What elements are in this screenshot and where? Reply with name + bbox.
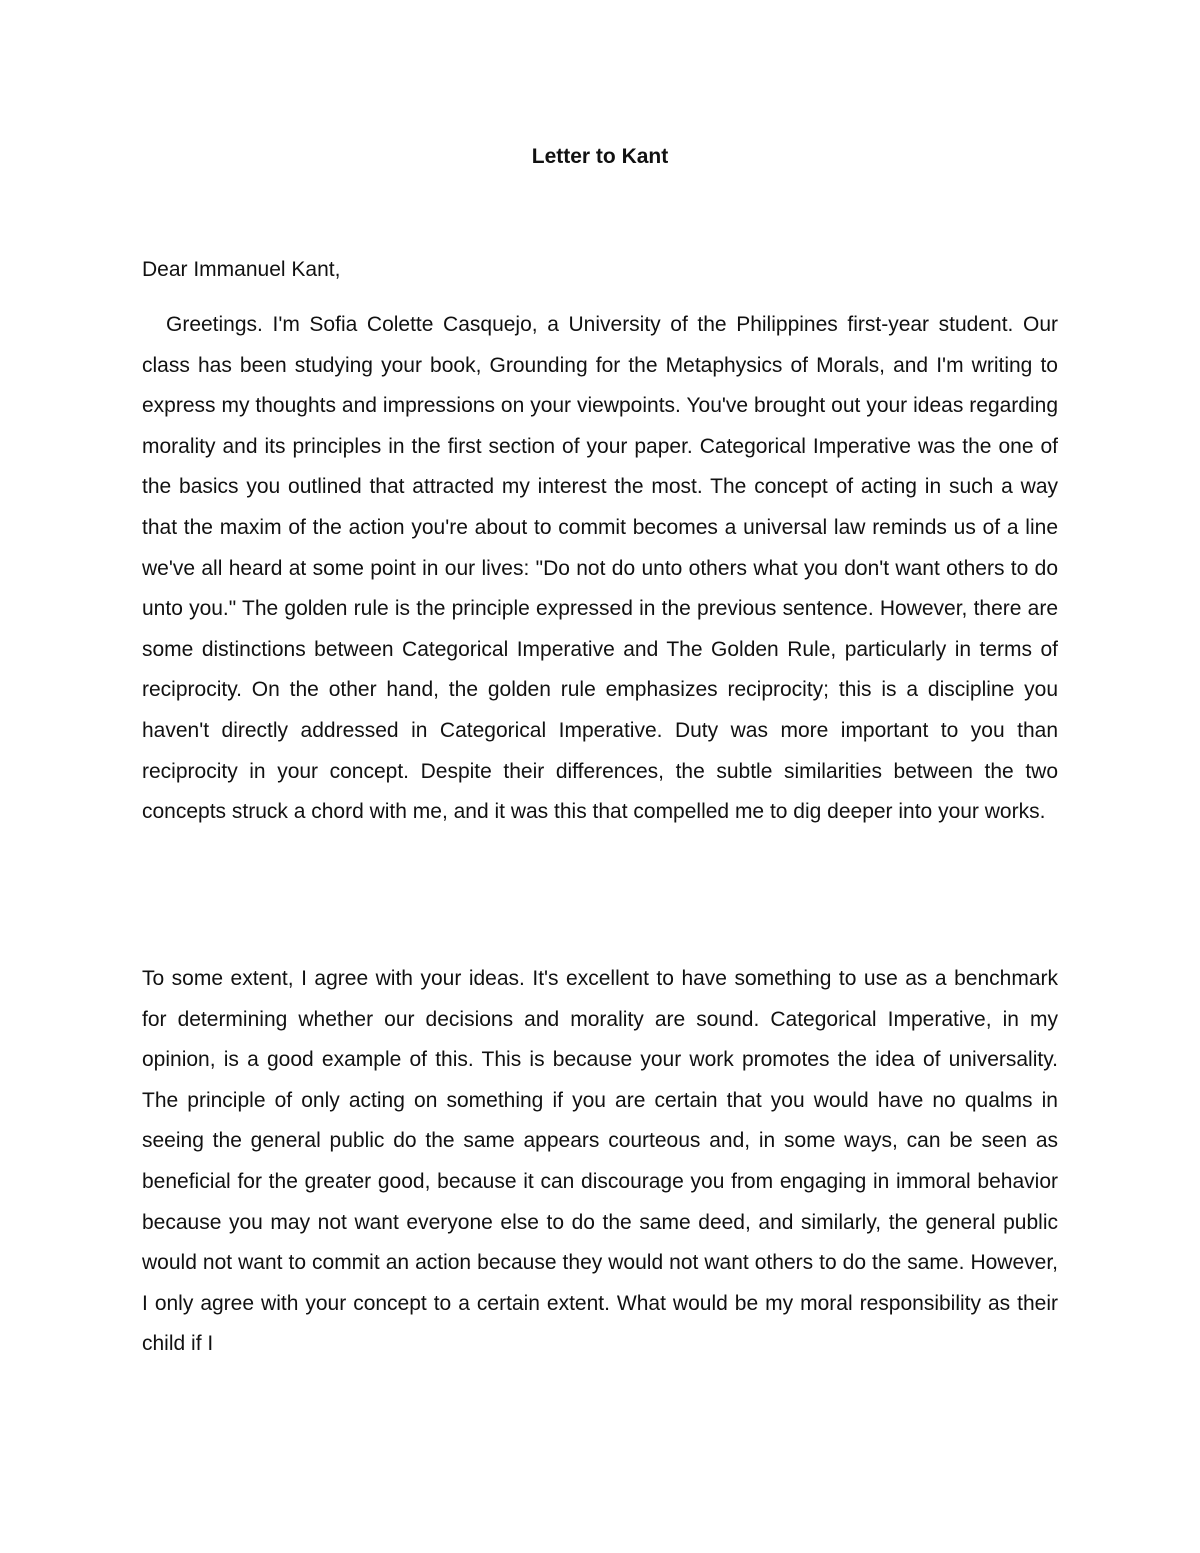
letter-title: Letter to Kant	[531, 145, 669, 168]
body-paragraph-2: To some extent, I agree with your ideas. It's excellent to have something to use as a benchmark for determining whether our decisions and morality are sound. Categorical Imperative, in my opinion, is a good example of this. This is because your work promotes the idea of universality. The principle of only acting on something if you are certain that you would have no qualms in seeing the general public do the same appears courteous and, in some ways, can be seen as beneficial for the greater good, because it can discourage you from engaging in immoral behavior because you may not want everyone else to do the same deed, and similarly, the general public would not want to commit an action because they would not want others to do the same. However, I only agree with your concept to a certain extent. What would be my moral responsibility as their child if I	[142, 967, 1058, 1356]
salutation: Dear Immanuel Kant,	[142, 258, 341, 281]
body-paragraph-1: Greetings. I'm Sofia Colette Casquejo, a University of the Philippines first-year student. Our class has been studying your book, Grounding for the Metaphysics of Morals, and I'm writing to express my thoughts and impressions on your viewpoints. You've brought out your ideas regarding morality and its principles in the first section of your paper. Categorical Imperative was the one of the basics you outlined that attracted my interest the most. The concept of acting in such a way that the maxim of the action you're about to commit becomes a universal law reminds us of a line we've all heard at some point in our lives: "Do not do unto others what you don't want others to do unto you." The golden rule is the principle expressed in the previous sentence. However, there are some distinctions between Categorical Imperative and The Golden Rule, particularly in terms of reciprocity. On the other hand, the golden rule emphasizes reciprocity; this is a discipline you haven't directly addressed in Categorical Imperative. Duty was more important to you than reciprocity in your concept. Despite their differences, the subtle similarities between the two concepts struck a chord with me, and it was this that compelled me to dig deeper into your works.	[142, 313, 1058, 824]
